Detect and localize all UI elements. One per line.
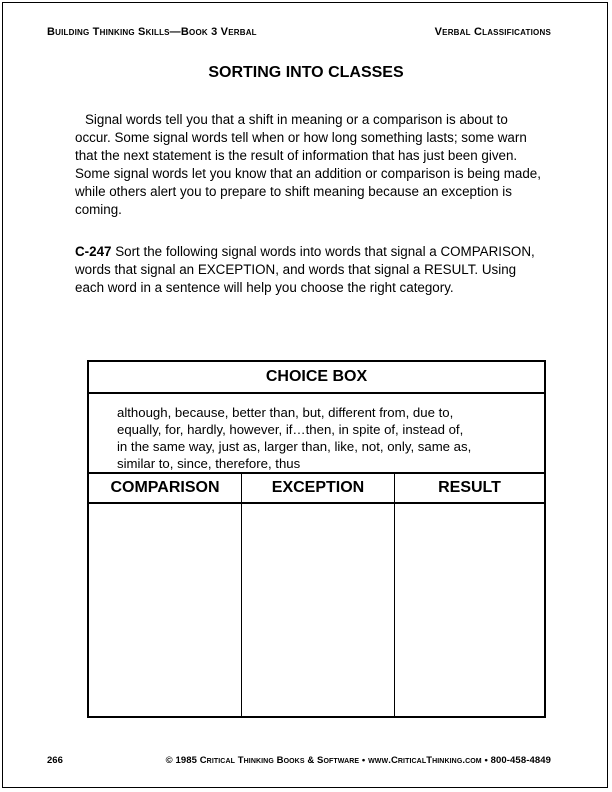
choice-words-line: although, because, better than, but, different from, due to, [117,405,454,420]
choice-box-title: CHOICE BOX [89,362,544,394]
choice-words-line: in the same way, just as, larger than, like, not, only, same as, [117,439,472,454]
exercise-instructions [75,243,545,297]
answer-area-result[interactable] [395,504,544,714]
column-comparison [89,474,242,716]
running-header-left: Building Thinking Skills—Book 3 Verbal [47,26,257,38]
page-title: SORTING INTO CLASSES [208,64,404,81]
column-header-comparison: COMPARISON [89,474,241,504]
choice-box-words [117,404,527,472]
column-header-result: RESULT [395,474,544,504]
page-number: 266 [47,755,63,766]
choice-words-line: equally, for, hardly, however, if…then, in spite of, instead of, [117,422,464,437]
answer-area-exception[interactable] [242,504,394,714]
running-header-right: Verbal Classifications [434,26,551,38]
category-columns [89,472,544,716]
column-header-exception: EXCEPTION [242,474,394,504]
exercise-text: Sort the following signal words into words that signal a COMPARISON, words that signal an EXCEPTION, and words that signal a RESULT. Using each word in a sentence will help you choose the right category. [75,244,535,295]
choice-box [87,360,546,718]
column-exception [242,474,395,716]
intro-paragraph: Signal words tell you that a shift in meaning or a comparison is about to occur. Some signal words tell when or how long something lasts; some warn that the next statement is the result of information that has just been given. Some signal words let you know that an addition or comparison is being made, while others alert you to prepare to shift meaning because an exception is coming. [75,112,541,217]
answer-area-comparison[interactable] [89,504,241,714]
exercise-code: C-247 [75,244,112,259]
column-result [395,474,544,716]
copyright-footer: © 1985 Critical Thinking Books & Software • www.CriticalThinking.com • 800-458-4849 [165,755,551,766]
choice-words-line: similar to, since, therefore, thus [117,456,301,471]
